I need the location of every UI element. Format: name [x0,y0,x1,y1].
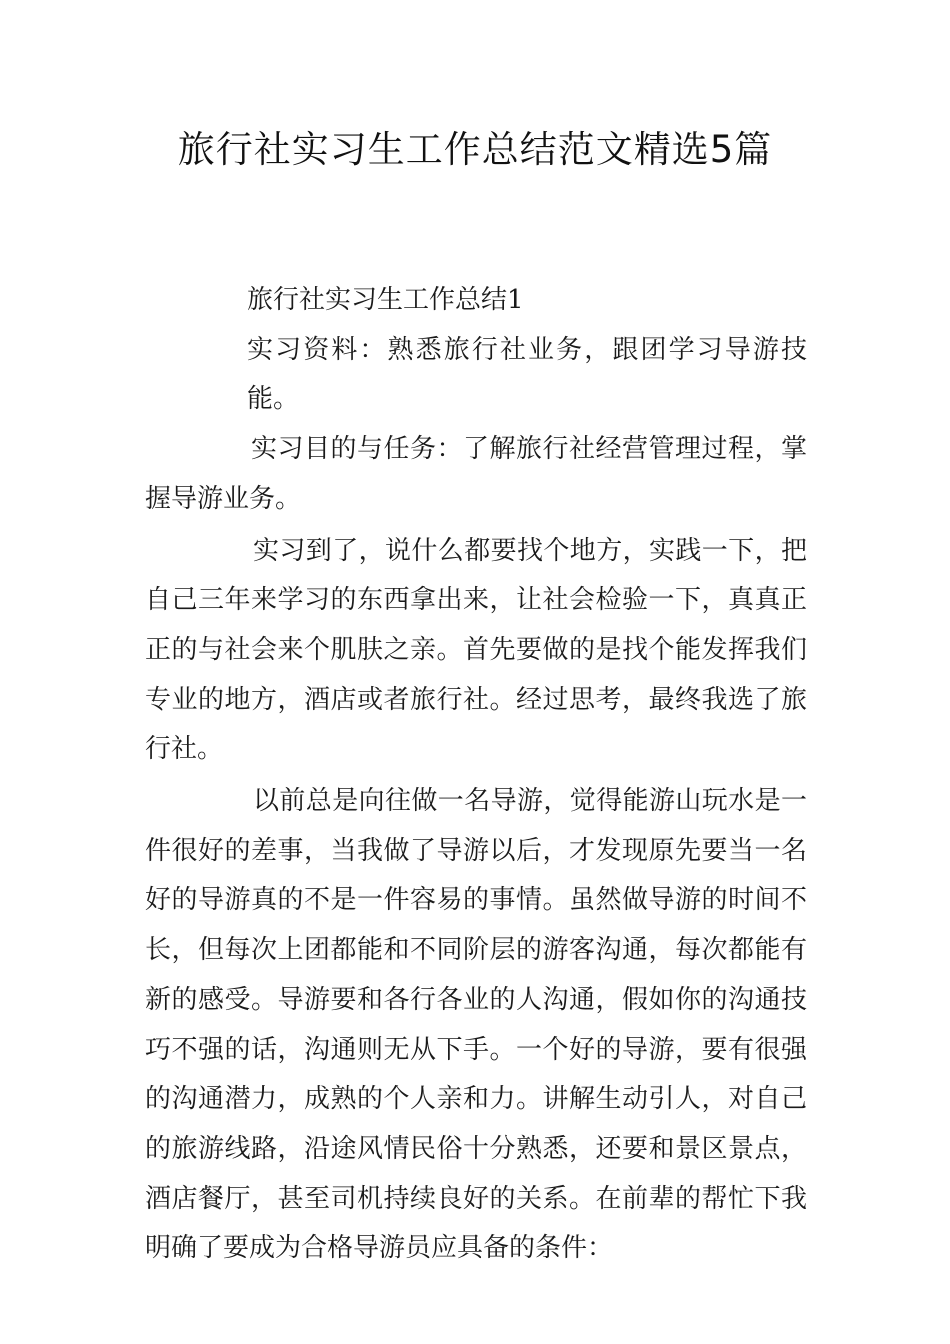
document-body [145,276,807,1274]
section-heading: 旅行社实习生工作总结1 [247,285,524,315]
paragraph-guide-experience: 以前总是向往做一名导游，觉得能游山玩水是一件很好的差事，当我做了导游以后，才发现原先要当一名好的导游真的不是一件容易的事情。虽然做导游的时间不长，但每次上团都能和不同阶层的游客沟通，每次都能有新的感受。导游要和各行各业的人沟通，假如你的沟通技巧不强的话，沟通则无从下手。一个好的导游，要有很强的沟通潜力，成熟的个人亲和力。讲解生动引人，对自己的旅游线路，沿途风情民俗十分熟悉，还要和景区景点，酒店餐厅，甚至司机持续良好的关系。在前辈的帮忙下我明确了要成为合格导游员应具备的条件： [145,786,807,1264]
paragraph-practice-goal: 实习目的与任务：了解旅行社经营管理过程，掌握导游业务。 [145,434,807,514]
paragraph-choose-agency: 实习到了，说什么都要找个地方，实践一下，把自己三年来学习的东西拿出来，让社会检验一下，真真正正的与社会来个肌肤之亲。首先要做的是找个能发挥我们专业的地方，酒店或者旅行社。经过思考，最终我选了旅行社。 [145,535,807,765]
paragraph-practice-content: 实习资料：熟悉旅行社业务，跟团学习导游技能。 [247,334,807,415]
document-title: 旅行社实习生工作总结范文精选5篇 [177,128,773,171]
